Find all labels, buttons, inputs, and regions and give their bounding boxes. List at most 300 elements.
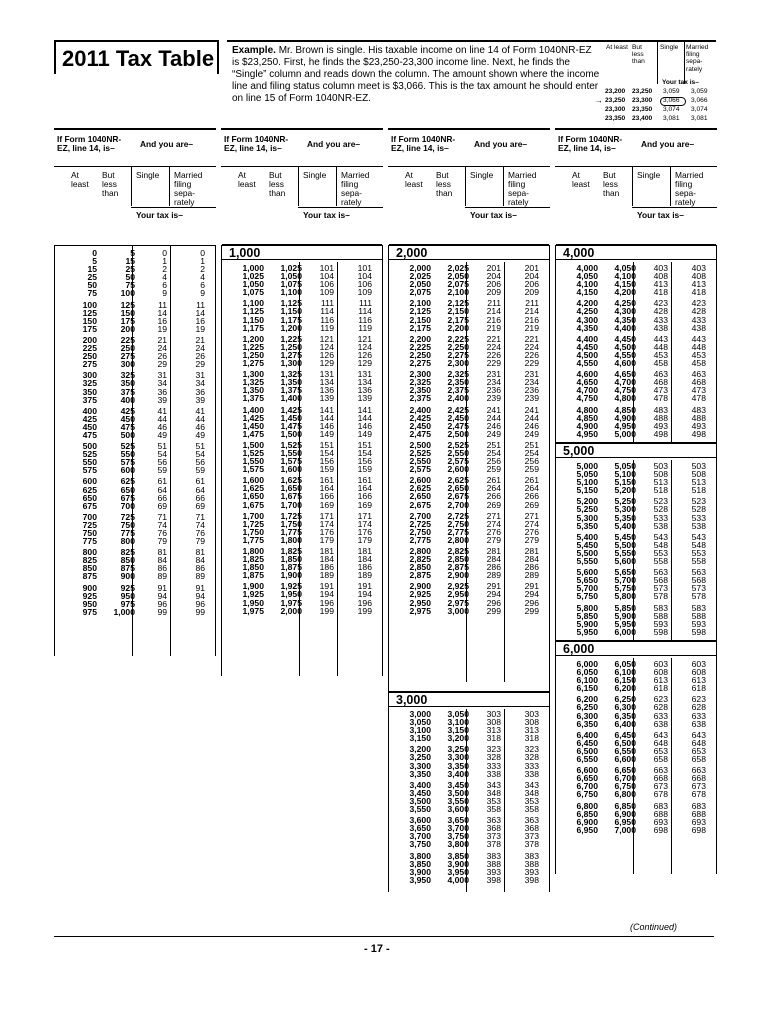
single-tax-cell: 154 bbox=[319, 447, 334, 458]
single-tax-cell: 206 bbox=[486, 279, 501, 290]
married-tax-cell: 136 bbox=[357, 385, 372, 396]
but-less-cell: 4,900 bbox=[614, 412, 636, 423]
row-group bbox=[389, 264, 549, 618]
but-less-cell: 2,600 bbox=[447, 464, 469, 475]
at-least-cell: 6,800 bbox=[576, 800, 598, 811]
married-tax-cell: 119 bbox=[358, 322, 372, 333]
column-header bbox=[388, 128, 550, 246]
but-less-cell: 5,000 bbox=[614, 428, 636, 439]
married-tax-cell: 289 bbox=[524, 570, 539, 581]
table-row bbox=[556, 720, 716, 728]
at-least-cell: 150 bbox=[82, 315, 97, 326]
at-least-cell: 5,200 bbox=[576, 496, 598, 507]
at-least-cell: 2,025 bbox=[409, 271, 431, 282]
but-less-cell: 4,300 bbox=[614, 306, 636, 317]
single-tax-cell: 89 bbox=[157, 571, 167, 582]
single-tax-cell: 343 bbox=[486, 779, 501, 790]
but-less-cell: 6,200 bbox=[614, 683, 636, 694]
table-row bbox=[556, 430, 716, 438]
at-least-cell: 5,100 bbox=[576, 477, 598, 488]
married-tax-cell: 438 bbox=[691, 322, 706, 333]
at-least-cell: 675 bbox=[82, 500, 97, 511]
but-less-cell: 25 bbox=[125, 264, 135, 275]
married-tax-cell: 181 bbox=[357, 546, 372, 556]
table-row bbox=[55, 301, 215, 309]
but-less-cell: 775 bbox=[120, 528, 135, 538]
but-less-cell: 6,900 bbox=[614, 808, 636, 819]
single-label: Single bbox=[637, 170, 661, 180]
single-tax-cell: 538 bbox=[653, 520, 668, 531]
table-row bbox=[55, 486, 215, 494]
at-least-cell: 825 bbox=[82, 555, 97, 566]
mini-cell: 23,350 bbox=[632, 106, 653, 113]
section-header-2000: 2,000 bbox=[389, 244, 549, 260]
single-tax-cell: 14 bbox=[157, 307, 167, 318]
married-tax-cell: 313 bbox=[524, 725, 539, 736]
table-row bbox=[556, 592, 716, 600]
but-less-cell: 1,275 bbox=[280, 349, 302, 360]
at-least-cell: 5,250 bbox=[576, 504, 598, 515]
table-row bbox=[389, 288, 549, 296]
single-tax-cell: 106 bbox=[319, 279, 334, 290]
at-least-cell: 1,550 bbox=[242, 456, 264, 467]
mini-your-tax-label: Your tax is– bbox=[662, 79, 699, 86]
mini-cell: 23,300 bbox=[632, 97, 653, 104]
married-tax-cell: 358 bbox=[524, 804, 539, 815]
single-tax-cell: 119 bbox=[320, 322, 334, 333]
at-least-cell: 2,500 bbox=[409, 439, 431, 450]
but-less-cell: 1,525 bbox=[280, 439, 302, 450]
if-form-label: If Form 1040NR-EZ, line 14, is– bbox=[224, 134, 289, 153]
but-less-cell: 3,100 bbox=[447, 717, 469, 728]
table-row bbox=[55, 360, 215, 368]
married-tax-cell: 673 bbox=[691, 781, 706, 792]
married-tax-cell: 468 bbox=[691, 377, 706, 388]
but-less-cell: 2,825 bbox=[447, 546, 469, 556]
but-less-cell: 875 bbox=[120, 563, 135, 574]
mini-cell: 23,300 bbox=[605, 106, 626, 113]
married-tax-cell: 19 bbox=[195, 323, 205, 334]
but-less-cell: 6,950 bbox=[614, 816, 636, 827]
but-less-cell: 2,675 bbox=[447, 491, 469, 502]
at-least-cell: 1,675 bbox=[242, 499, 264, 510]
single-tax-cell: 6 bbox=[162, 280, 167, 291]
but-less-cell: 1,000 bbox=[113, 606, 135, 617]
but-less-cell: 2,575 bbox=[447, 456, 469, 467]
at-least-cell: 4,600 bbox=[576, 369, 598, 380]
at-least-cell: 1,700 bbox=[242, 510, 264, 521]
single-tax-cell: 398 bbox=[486, 874, 501, 885]
but-less-cell: 5 bbox=[130, 248, 135, 258]
at-least-cell: 5,750 bbox=[576, 591, 598, 602]
at-least-cell: 5,650 bbox=[576, 575, 598, 586]
single-label: Single bbox=[303, 170, 327, 180]
at-least-cell: 6,450 bbox=[576, 737, 598, 748]
single-tax-cell: 274 bbox=[486, 518, 501, 529]
at-least-cell: 6,000 bbox=[576, 659, 598, 669]
at-least-cell: 2,850 bbox=[409, 562, 431, 573]
but-less-cell: 6,550 bbox=[614, 745, 636, 756]
married-tax-cell: 393 bbox=[524, 866, 539, 877]
table-row bbox=[389, 805, 549, 813]
but-less-cell: 4,500 bbox=[614, 341, 636, 352]
married-tax-cell: 688 bbox=[691, 808, 706, 819]
married-tax-cell: 493 bbox=[691, 420, 706, 431]
table-row bbox=[55, 309, 215, 317]
single-tax-cell: 558 bbox=[653, 556, 668, 567]
highlight-circle bbox=[660, 97, 686, 106]
mini-divider bbox=[684, 42, 685, 84]
table-row bbox=[556, 826, 716, 834]
divider bbox=[632, 207, 717, 208]
single-tax-cell: 149 bbox=[319, 428, 334, 439]
married-tax-cell: 638 bbox=[691, 718, 706, 729]
single-tax-cell: 643 bbox=[653, 729, 668, 740]
column-header bbox=[221, 128, 383, 246]
at-least-cell: 2,675 bbox=[409, 499, 431, 510]
at-least-cell: 5 bbox=[92, 256, 97, 267]
table-row bbox=[55, 458, 215, 466]
at-least-cell: 0 bbox=[92, 248, 97, 258]
at-least-cell: 425 bbox=[82, 413, 97, 424]
example-body: Mr. Brown is single. His taxable income on line 14 of Form 1040NR-EZ is $23,250. First, he finds the $23,250-23,300 income line. Next, he finds the “Single” column and reads down the column. The amount shown where the income line and filing status column meet is $3,066. This is the tax amount he should enter on line 15 of Form 1040NR-EZ. bbox=[232, 45, 600, 104]
at-least-cell: 4,000 bbox=[576, 263, 598, 273]
but-less-cell: 2,000 bbox=[280, 605, 302, 616]
at-least-cell: 2,225 bbox=[409, 341, 431, 352]
married-tax-cell: 81 bbox=[195, 547, 205, 558]
but-less-cell: 5,700 bbox=[614, 575, 636, 586]
but-less-cell: 525 bbox=[120, 441, 135, 452]
mini-header-single: Single bbox=[660, 44, 679, 51]
but-less-cell: 2,650 bbox=[447, 483, 469, 494]
single-tax-cell: 256 bbox=[486, 456, 501, 467]
table-row bbox=[222, 465, 382, 473]
but-less-cell: 3,750 bbox=[447, 831, 469, 842]
table-row bbox=[55, 521, 215, 529]
at-least-cell: 4,850 bbox=[576, 412, 598, 423]
single-tax-cell: 209 bbox=[486, 287, 501, 298]
but-less-cell: 5,300 bbox=[614, 504, 636, 515]
mini-cell: 3,074 bbox=[663, 106, 680, 113]
at-least-cell: 625 bbox=[82, 484, 97, 495]
mini-cell: 23,200 bbox=[605, 88, 626, 95]
married-tax-cell: 99 bbox=[195, 606, 205, 617]
column-body bbox=[388, 246, 550, 892]
married-tax-cell: 116 bbox=[358, 314, 372, 325]
married-tax-cell: 618 bbox=[691, 683, 706, 694]
at-least-cell: 2,150 bbox=[409, 314, 431, 325]
married-tax-cell: 64 bbox=[195, 484, 205, 495]
married-tax-cell: 221 bbox=[524, 333, 539, 344]
single-tax-cell: 191 bbox=[319, 581, 334, 592]
single-tax-cell: 116 bbox=[320, 314, 334, 325]
but-less-cell: 800 bbox=[120, 536, 135, 547]
but-less-cell: 6,600 bbox=[614, 754, 636, 765]
mini-row bbox=[605, 106, 715, 114]
married-tax-cell: 483 bbox=[691, 404, 706, 415]
single-tax-cell: 244 bbox=[486, 412, 501, 423]
your-tax-label: Your tax is– bbox=[637, 210, 684, 220]
section-header-6000: 6,000 bbox=[556, 640, 716, 656]
but-less-cell: 6,250 bbox=[614, 694, 636, 705]
married-tax-cell: 204 bbox=[524, 271, 539, 282]
but-less-cell: 4,450 bbox=[614, 333, 636, 344]
married-tax-cell: 196 bbox=[357, 597, 372, 608]
and-you-are-label: And you are– bbox=[641, 139, 695, 149]
at-least-cell: 4,650 bbox=[576, 377, 598, 388]
single-tax-cell: 478 bbox=[653, 393, 668, 404]
single-tax-cell: 388 bbox=[486, 858, 501, 869]
at-least-cell: 5,850 bbox=[576, 610, 598, 621]
divider bbox=[221, 166, 383, 167]
example-lead: Example. bbox=[232, 45, 276, 56]
but-less-cell: 6,100 bbox=[614, 667, 636, 678]
section-header-3000: 3,000 bbox=[389, 691, 549, 707]
but-less-cell: 4,650 bbox=[614, 369, 636, 380]
but-less-cell: 1,900 bbox=[280, 570, 302, 581]
column-header bbox=[555, 128, 717, 246]
but-less-cell: 5,200 bbox=[614, 485, 636, 496]
at-least-cell: 4,350 bbox=[576, 322, 598, 333]
at-least-cell: 1,375 bbox=[242, 393, 264, 404]
married-tax-cell: 418 bbox=[691, 287, 706, 298]
single-tax-cell: 31 bbox=[157, 370, 167, 381]
table-row bbox=[55, 584, 215, 592]
at-least-cell: 4,700 bbox=[576, 385, 598, 396]
single-tax-cell: 204 bbox=[486, 271, 501, 282]
but-less-cell: 2,725 bbox=[447, 510, 469, 521]
table-row bbox=[55, 388, 215, 396]
table-row bbox=[556, 628, 716, 636]
but-less-cell: 2,050 bbox=[447, 271, 469, 282]
at-least-cell: 1,825 bbox=[242, 554, 264, 565]
single-tax-cell: 2 bbox=[162, 264, 167, 275]
single-tax-cell: 613 bbox=[653, 675, 668, 686]
tax-column-2 bbox=[221, 128, 383, 676]
married-tax-cell: 56 bbox=[195, 457, 205, 468]
but-less-cell: 1,650 bbox=[280, 483, 302, 494]
tax-column-3 bbox=[388, 128, 550, 892]
at-least-cell: 1,475 bbox=[242, 428, 264, 439]
table-row bbox=[389, 876, 549, 884]
single-tax-cell: 453 bbox=[653, 349, 668, 360]
single-tax-cell: 578 bbox=[653, 591, 668, 602]
single-tax-cell: 368 bbox=[486, 823, 501, 834]
at-least-cell: 450 bbox=[82, 421, 97, 432]
but-less-cell: 2,525 bbox=[447, 439, 469, 450]
table-row bbox=[222, 359, 382, 367]
divider bbox=[336, 166, 337, 206]
at-least-cell: 2,725 bbox=[409, 518, 431, 529]
but-less-cell: 2,075 bbox=[447, 279, 469, 290]
at-least-cell: 400 bbox=[82, 405, 97, 416]
married-tax-cell: 294 bbox=[524, 589, 539, 600]
married-tax-cell: 256 bbox=[524, 456, 539, 467]
at-least-cell: 4,900 bbox=[576, 420, 598, 431]
at-least-cell: 1,075 bbox=[242, 287, 264, 298]
at-least-cell: 225 bbox=[82, 343, 97, 354]
married-tax-cell: 249 bbox=[524, 428, 539, 439]
single-tax-cell: 271 bbox=[486, 510, 501, 521]
table-row bbox=[55, 407, 215, 415]
at-least-cell: 100 bbox=[82, 299, 97, 310]
table-row bbox=[389, 734, 549, 742]
married-tax-cell: 448 bbox=[691, 341, 706, 352]
at-least-cell: 3,000 bbox=[409, 709, 431, 719]
but-less-cell: 6,000 bbox=[614, 626, 636, 637]
but-less-cell: 3,350 bbox=[447, 760, 469, 771]
single-tax-cell: 174 bbox=[319, 518, 334, 529]
at-least-cell: 2,050 bbox=[409, 279, 431, 290]
but-less-cell: 6,300 bbox=[614, 702, 636, 713]
married-tax-cell: 628 bbox=[691, 702, 706, 713]
but-less-cell: 125 bbox=[120, 299, 135, 310]
column-body bbox=[221, 246, 383, 676]
single-tax-cell: 49 bbox=[157, 429, 167, 440]
at-least-cell: 2,975 bbox=[409, 605, 431, 616]
married-tax-cell: 563 bbox=[691, 567, 706, 578]
married-tax-cell: 433 bbox=[691, 314, 706, 325]
at-least-cell: 4,250 bbox=[576, 306, 598, 317]
row-group bbox=[556, 462, 716, 639]
single-tax-cell: 71 bbox=[157, 511, 167, 522]
married-tax-cell: 46 bbox=[195, 421, 205, 432]
married-tax-cell: 653 bbox=[691, 745, 706, 756]
mini-cell: 23,400 bbox=[632, 115, 653, 122]
married-tax-cell: 323 bbox=[524, 744, 539, 755]
but-less-cell: 2,625 bbox=[447, 475, 469, 486]
married-tax-cell: 184 bbox=[357, 554, 372, 565]
single-tax-cell: 189 bbox=[319, 570, 334, 581]
at-least-cell: 15 bbox=[87, 264, 97, 275]
but-less-cell: 850 bbox=[120, 555, 135, 566]
single-tax-cell: 241 bbox=[486, 404, 501, 415]
at-least-cell: 750 bbox=[82, 528, 97, 538]
single-tax-cell: 126 bbox=[319, 349, 334, 360]
but-less-cell: 3,950 bbox=[447, 866, 469, 877]
single-tax-cell: 156 bbox=[319, 456, 334, 467]
married-tax-cell: 266 bbox=[524, 491, 539, 502]
but-less-cell: 4,700 bbox=[614, 377, 636, 388]
married-tax-cell: 363 bbox=[524, 815, 539, 826]
at-least-cell: 5,450 bbox=[576, 539, 598, 550]
single-tax-cell: 269 bbox=[486, 499, 501, 510]
single-tax-cell: 428 bbox=[653, 306, 668, 317]
but-less-cell: 3,600 bbox=[447, 804, 469, 815]
married-tax-cell: 388 bbox=[524, 858, 539, 869]
at-least-label: At least bbox=[71, 170, 89, 189]
single-tax-cell: 284 bbox=[486, 554, 501, 565]
at-least-cell: 1,950 bbox=[242, 597, 264, 608]
divider bbox=[131, 207, 216, 208]
married-tax-cell: 328 bbox=[524, 752, 539, 763]
at-least-cell: 2,400 bbox=[409, 404, 431, 415]
divider bbox=[465, 207, 550, 208]
but-less-cell: 1,250 bbox=[280, 341, 302, 352]
but-less-cell: 6,850 bbox=[614, 800, 636, 811]
married-tax-cell: 121 bbox=[357, 333, 372, 344]
single-tax-cell: 144 bbox=[319, 412, 334, 423]
at-least-cell: 5,950 bbox=[576, 626, 598, 637]
but-less-cell: 3,050 bbox=[447, 709, 469, 719]
but-less-cell: 5,550 bbox=[614, 547, 636, 558]
at-least-cell: 6,900 bbox=[576, 816, 598, 827]
married-tax-cell: 154 bbox=[357, 447, 372, 458]
at-least-cell: 1,500 bbox=[242, 439, 264, 450]
at-least-cell: 4,450 bbox=[576, 341, 598, 352]
single-tax-cell: 623 bbox=[653, 694, 668, 705]
married-tax-cell: 608 bbox=[691, 667, 706, 678]
table-row bbox=[55, 477, 215, 485]
mini-cell: 23,250 bbox=[605, 97, 626, 104]
married-tax-cell: 159 bbox=[357, 464, 372, 475]
table-row bbox=[222, 607, 382, 615]
at-least-cell: 1,725 bbox=[242, 518, 264, 529]
at-least-cell: 375 bbox=[82, 394, 97, 405]
but-less-cell: 500 bbox=[120, 429, 135, 440]
and-you-are-label: And you are– bbox=[474, 139, 528, 149]
married-tax-cell: 241 bbox=[524, 404, 539, 415]
single-tax-cell: 79 bbox=[157, 536, 167, 547]
at-least-cell: 1,875 bbox=[242, 570, 264, 581]
at-least-cell: 1,175 bbox=[242, 322, 264, 333]
married-tax-cell: 206 bbox=[524, 279, 539, 290]
but-less-cell: 1,675 bbox=[280, 491, 302, 502]
single-tax-cell: 96 bbox=[157, 598, 167, 609]
married-tax-cell: 663 bbox=[691, 765, 706, 776]
at-least-cell: 1,400 bbox=[242, 404, 264, 415]
single-tax-cell: 39 bbox=[157, 394, 167, 405]
table-row bbox=[55, 344, 215, 352]
mini-row bbox=[605, 115, 715, 123]
married-tax-cell: 236 bbox=[524, 385, 539, 396]
at-least-cell: 975 bbox=[82, 606, 97, 617]
at-least-cell: 850 bbox=[82, 563, 97, 574]
but-less-cell: 1,975 bbox=[280, 597, 302, 608]
at-least-cell: 6,250 bbox=[576, 702, 598, 713]
single-tax-cell: 164 bbox=[319, 483, 334, 494]
single-tax-cell: 194 bbox=[319, 589, 334, 600]
at-least-cell: 5,050 bbox=[576, 469, 598, 480]
at-least-cell: 700 bbox=[82, 511, 97, 522]
married-tax-cell: 239 bbox=[524, 393, 539, 404]
single-tax-cell: 393 bbox=[486, 866, 501, 877]
single-tax-cell: 229 bbox=[486, 358, 501, 369]
single-tax-cell: 81 bbox=[157, 547, 167, 558]
single-tax-cell: 121 bbox=[319, 333, 334, 344]
but-less-cell: 2,025 bbox=[447, 263, 469, 273]
single-tax-cell: 201 bbox=[486, 263, 501, 273]
at-least-cell: 6,950 bbox=[576, 824, 598, 835]
single-tax-cell: 261 bbox=[486, 475, 501, 486]
but-less-cell: 5,050 bbox=[614, 461, 636, 471]
but-less-cell: 1,750 bbox=[280, 518, 302, 529]
but-less-cell: 1,825 bbox=[280, 546, 302, 556]
married-tax-cell: 508 bbox=[691, 469, 706, 480]
at-least-cell: 3,600 bbox=[409, 815, 431, 826]
single-label: Single bbox=[470, 170, 494, 180]
if-form-label: If Form 1040NR-EZ, line 14, is– bbox=[558, 134, 623, 153]
married-tax-cell: 408 bbox=[691, 271, 706, 282]
married-tax-cell: 21 bbox=[195, 334, 205, 345]
at-least-cell: 6,150 bbox=[576, 683, 598, 694]
but-less-cell: 4,150 bbox=[614, 279, 636, 290]
but-less-label: But less than bbox=[603, 170, 620, 198]
single-tax-cell: 568 bbox=[653, 575, 668, 586]
row-group bbox=[556, 660, 716, 837]
married-tax-cell: 144 bbox=[357, 412, 372, 423]
at-least-cell: 2,950 bbox=[409, 597, 431, 608]
